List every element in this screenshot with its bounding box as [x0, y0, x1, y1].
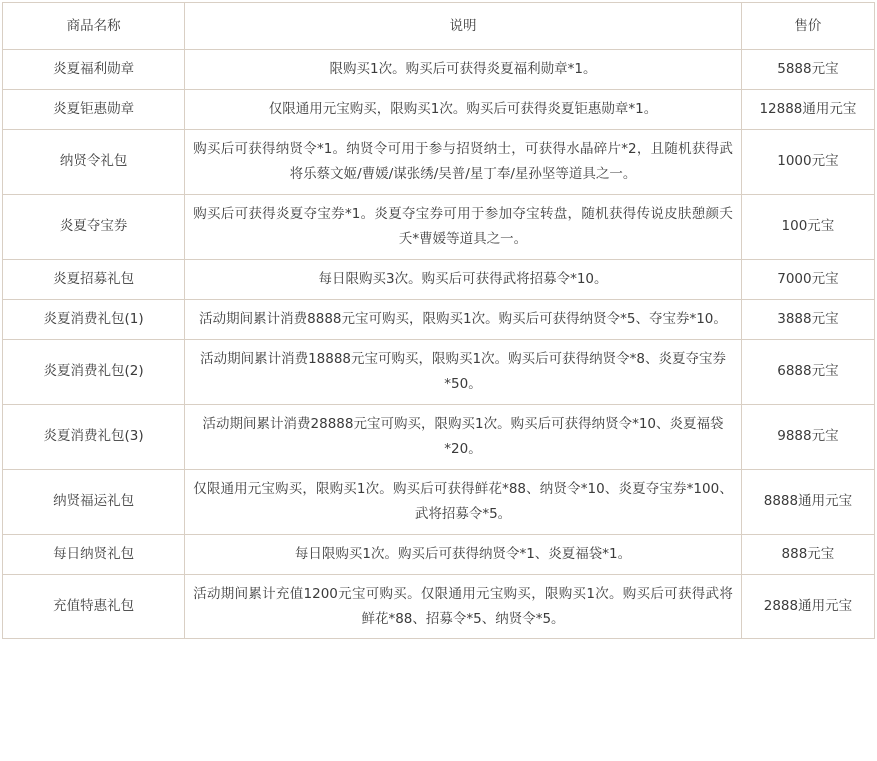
item-name: 炎夏钜惠勋章 [3, 89, 185, 129]
item-name: 纳贤令礼包 [3, 129, 185, 194]
table-row [3, 194, 875, 259]
column-header-name: 商品名称 [3, 3, 185, 50]
item-name: 炎夏消费礼包(2) [3, 339, 185, 404]
table-row [3, 89, 875, 129]
shop-item-price-table [2, 2, 875, 639]
item-description: 购买后可获得炎夏夺宝券*1。炎夏夺宝券可用于参加夺宝转盘，随机获得传说皮肤憩颜夭夭*曹媛等道具之一。 [185, 194, 742, 259]
item-price: 9888元宝 [741, 404, 874, 469]
item-price: 888元宝 [741, 534, 874, 574]
item-price: 3888元宝 [741, 299, 874, 339]
column-header-desc: 说明 [185, 3, 742, 50]
column-header-price: 售价 [741, 3, 874, 50]
item-price: 2888通用元宝 [741, 574, 874, 639]
table-row [3, 259, 875, 299]
table-row [3, 299, 875, 339]
table-row [3, 469, 875, 534]
item-price: 5888元宝 [741, 50, 874, 90]
item-description: 仅限通用元宝购买，限购买1次。购买后可获得炎夏钜惠勋章*1。 [185, 89, 742, 129]
item-description: 仅限通用元宝购买，限购买1次。购买后可获得鲜花*88、纳贤令*10、炎夏夺宝券*100、武将招募令*5。 [185, 469, 742, 534]
table-row [3, 574, 875, 639]
item-price: 6888元宝 [741, 339, 874, 404]
item-description: 每日限购买1次。购买后可获得纳贤令*1、炎夏福袋*1。 [185, 534, 742, 574]
table-row [3, 50, 875, 90]
table-row [3, 404, 875, 469]
item-description: 活动期间累计消费8888元宝可购买，限购买1次。购买后可获得纳贤令*5、夺宝券*10。 [185, 299, 742, 339]
item-name: 炎夏夺宝券 [3, 194, 185, 259]
item-name: 炎夏招募礼包 [3, 259, 185, 299]
item-description: 活动期间累计消费18888元宝可购买，限购买1次。购买后可获得纳贤令*8、炎夏夺宝券*50。 [185, 339, 742, 404]
item-name: 充值特惠礼包 [3, 574, 185, 639]
item-price: 7000元宝 [741, 259, 874, 299]
table-row [3, 534, 875, 574]
table-body [3, 3, 875, 639]
item-name: 纳贤福运礼包 [3, 469, 185, 534]
item-description: 每日限购买3次。购买后可获得武将招募令*10。 [185, 259, 742, 299]
item-price: 1000元宝 [741, 129, 874, 194]
item-price: 100元宝 [741, 194, 874, 259]
item-name: 炎夏消费礼包(3) [3, 404, 185, 469]
table-header-row [3, 3, 875, 50]
item-name: 炎夏消费礼包(1) [3, 299, 185, 339]
item-price: 8888通用元宝 [741, 469, 874, 534]
item-name: 炎夏福利勋章 [3, 50, 185, 90]
item-description: 活动期间累计充值1200元宝可购买。仅限通用元宝购买，限购买1次。购买后可获得武将鲜花*88、招募令*5、纳贤令*5。 [185, 574, 742, 639]
item-description: 购买后可获得纳贤令*1。纳贤令可用于参与招贤纳士，可获得水晶碎片*2，且随机获得武将乐蔡文姬/曹媛/谋张绣/吴普/星丁奉/星孙坚等道具之一。 [185, 129, 742, 194]
item-price: 12888通用元宝 [741, 89, 874, 129]
item-name: 每日纳贤礼包 [3, 534, 185, 574]
item-description: 活动期间累计消费28888元宝可购买，限购买1次。购买后可获得纳贤令*10、炎夏福袋*20。 [185, 404, 742, 469]
item-description: 限购买1次。购买后可获得炎夏福利勋章*1。 [185, 50, 742, 90]
table-row [3, 339, 875, 404]
table-row [3, 129, 875, 194]
